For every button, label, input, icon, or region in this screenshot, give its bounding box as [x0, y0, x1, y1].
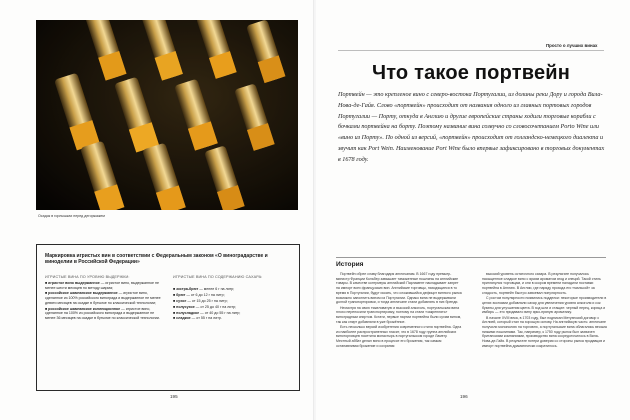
sugar-list — [173, 287, 293, 322]
marking-box-title: Маркировка игристых вин в соответствии с Федеральным законом «О виноградарстве и виноделии в Российской Федерации» — [45, 253, 268, 266]
list-item: ■ сухое — от 15 до 25 г на литр; — [173, 298, 228, 303]
paragraph: Несмотря на свою тяжеловатую и высокий алкоголь, португальская вина плохо переносили транспортировку, поэтому на стали «закреплять» виноградным спиртом. Кстати, первые партии портвейна были сухим вином, так как спирт добавляли в уже брожённое. — [336, 305, 462, 324]
list-item: ■ российское шампанское коллекционное — игристое вино, сделанное на 100% из российского винограда и выдержанное не менее 36 месяцев на осадке в бутылке по классической технологии. — [45, 306, 160, 320]
paragraph: Есть несколько версий изобретения современного стиля портвейна. Одна из наиболее распространенных гласит, что в 1678 году группа английских виноторговцев посетила монастырь в португальском городе Ламегу. Местный аббат делал вино в процессе его брожения, так самым останавливая брожение и сохраняя — [336, 324, 462, 348]
bottles-photo — [36, 20, 298, 210]
bullet-icon: ■ — [45, 306, 49, 311]
sugar-heading: ИГРИСТЫЕ ВИНА ПО СОДЕРЖАНИЮ САХАРА: — [173, 275, 263, 279]
bullet-icon: ■ — [173, 287, 177, 291]
bullet-icon: ■ — [173, 310, 177, 315]
list-item: ■ экстра-брют — менее 6 г на литр; — [173, 287, 235, 291]
aging-heading: ИГРИСТЫЕ ВИНА ПО УРОВНЮ ВЫДЕРЖКИ: — [45, 275, 130, 279]
paragraph: В начале XVIII века, в 1703 году, был подписан Метуэнский договор с Англией, который стал на хорошую основу. На английскую часть: англичане получили монополию на торговлю, а португальские вина облагались весьма низкими пошлинами. Так, например, к 1750 году рынок был захвачен британскими компаниями, производство вина сосредоточилось в Вила-Нова-де-Гайя. В результате потери доверия со стороны рынка продавцов и импорт портвейна драматически сократилось. — [482, 315, 607, 348]
bullet-icon: ■ — [173, 292, 177, 297]
header-rule — [338, 50, 604, 51]
page-number-right: 196 — [460, 394, 468, 399]
page-number-left: 195 — [170, 394, 178, 399]
aging-list — [45, 281, 163, 322]
list-item: ■ полусухое — от 25 до 40 г на литр; — [173, 304, 237, 309]
marking-info-box — [36, 244, 300, 391]
section-rule — [336, 257, 606, 258]
page-title: Что такое портвейн — [371, 62, 571, 84]
bullet-icon: ■ — [173, 298, 177, 303]
list-item: ■ российское шампанское выдержанное — игристое вино, сделанное из 100% российского винограда и выдержанное не менее девяти месяцев на осадке в бутылке по классической технологии; — [45, 291, 161, 305]
bullet-icon: ■ — [45, 291, 49, 296]
photo-caption: Осадок в горлышках перед дегоржажем — [38, 214, 105, 218]
paragraph: высокий уровень остаточного сахара. В результате получалось насыщенное сладкое вино с ярким ароматом ягод и специй. Такой стиль приглянулся торговцам, и они в скором времени наладили поставки портвейна в Англию. В Англии, где наряду прохода его «мальсой» за сладость, портвейн быстро завоевал популярность. — [482, 272, 601, 295]
history-column-1 — [336, 272, 462, 349]
bullet-icon: ■ — [173, 304, 177, 309]
left-page — [0, 0, 314, 420]
list-item: ■ сладкое — от 55 г на литр. — [173, 316, 222, 321]
list-item: ■ игристое вино выдержанное — игристое вино, выдержанное не менее шести месяцев по методу шарма; — [45, 281, 159, 290]
list-item: ■ полусладкое — от 40 до 55 г на литр; — [173, 310, 241, 315]
paragraph: Портвейн обрел славу благодаря англичанам. В 1667 году премьер-министр Франции Кольбер завышает таможенные пошлины на английские товары. В качестве контрмеры английский Парламент накладывает запрет на импорт всех французских вин. Английские торговцы, находящиеся в то время в Португалии, будут искать, что сложившийся дефицит винного рынка возможно заполнить вином из Португалии. Однако вина не выдерживали долгой транспортировки, и тогда англичане стали добавлять в них бренди. — [336, 272, 462, 305]
right-page — [316, 0, 630, 420]
intro-paragraph: Портвейн — это крепленое вино с северо-востока Португалии, из долины реки Дору и города Вила-Нова-де-Гайя. Слово «портвейн» происходит от названия одного из главных портовых городов Португалии — Порту, откуда в Англию и другие европейские страны ходили торговые корабли с бочками портвейна на борту. Поэтому название вина созвучно со словосочетанием Porto Wine или «вино из Порту». По одной из версий, «портвейн» происходит от голландско-немецкого диалекта и звучит как Port Wein. Наименование Port Wine было впервые зафиксировано в торговых документах в 1678 году. — [338, 91, 605, 163]
bullet-icon: ■ — [45, 281, 49, 285]
running-head: Просто о лучших винах — [546, 43, 598, 48]
bullet-icon: ■ — [173, 316, 177, 321]
history-column-2 — [482, 272, 608, 349]
list-item: ■ брют — от 6 до 12 г на литр; — [173, 292, 225, 297]
paragraph: С ростом популярности появились подделки: некоторые производители в целях экономии добавляли сахар для увеличения уровня алкоголя и сок бузины для улучшения цвета. В ход шли и стащие: черный перец, корица и имбирь — это придавало вину ярко-пряную ароматику. — [482, 296, 607, 315]
history-heading: История — [336, 261, 364, 268]
